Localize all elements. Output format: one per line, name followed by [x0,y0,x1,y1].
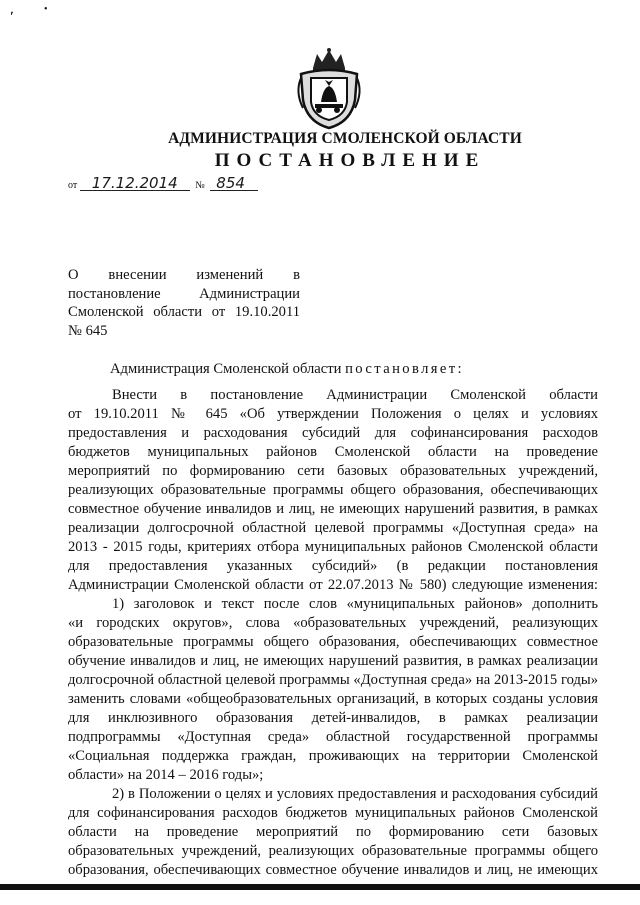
preamble-verb: постановляет: [345,361,464,377]
body-line: области» на 2014 – 2016 годы»; [68,767,264,783]
handwritten-date: 17.12.2014 [80,176,190,191]
corner-mark: ʹ [10,10,14,25]
body-line: области на проведение мероприятий по формированию сети базовых [68,824,598,840]
body-line: обучение инвалидов и лиц, не имеющих нарушений развития, в рамках реализации [68,653,598,669]
body-line: долгосрочной областной целевой программы «Доступная среда» на 2013-2015 годы» [68,672,598,688]
body-line: «Социальная поддержка граждан, проживающих на территории Смоленской [68,748,598,764]
body-line: «и городских округов», слова «образовательных учреждений, реализующих [68,615,598,631]
body-line: совместное обучение инвалидов и лиц, не имеющих нарушений развития, в рамках [68,501,598,517]
number-label: № [195,180,205,191]
body-line: 2013 - 2015 годы, критериях отбора муниципальных районов Смоленской области [68,539,598,555]
date-number-line [68,176,258,191]
body-line: от 19.10.2011 № 645 «Об утверждении Положения о целях и условиях [68,406,598,422]
body-line: реализующих образовательные программы общего образования, обеспечивающих [68,482,598,498]
body-line: реализации долгосрочной областной целевой программы «Доступная среда» на [68,520,598,536]
handwritten-number: 854 [210,176,258,191]
body-line: образовательных учреждений, реализующих образовательные программы общего [68,843,598,859]
corner-dot: • [44,4,48,15]
body-line: образовательные программы общего образования, обеспечивающих совместное [68,634,598,650]
subject-line: № 645 [68,322,108,339]
subject-block [68,266,300,340]
coat-of-arms-icon [291,48,367,130]
date-label: от [68,180,78,191]
body-line: образования, обеспечивающих совместное обучение инвалидов и лиц, не имеющих [68,862,598,878]
body-text [68,386,598,880]
body-line: подпрограммы «Доступная среда» областной государственной программы [68,729,598,745]
body-line: 2) в Положении о целях и условиях предоставления и расходования субсидий [112,786,598,802]
body-line: заменить словами «общеобразовательных организаций, в которых созданы условия [68,691,598,707]
preamble-text: Администрация Смоленской области [110,361,342,377]
body-line: Администрации Смоленской области от 22.07.2013 № 580) следующие изменения: [68,577,598,593]
subject-line: постановление Администрации [68,285,300,302]
document-type-title: ПОСТАНОВЛЕНИЕ [214,150,486,171]
body-line: для предоставления указанных субсидий» (в редакции постановления [68,558,598,574]
subject-line: Смоленской области от 19.10.2011 [68,304,300,320]
body-line: бюджетов муниципальных районов Смоленской области на проведение [68,444,598,460]
subject-line: О внесении изменений в [68,267,300,283]
body-line: мероприятий по формированию сети базовых образовательных учреждений, [68,463,598,479]
body-line: для инклюзивного образования детей-инвалидов, в рамках реализации [68,710,598,726]
body-line: предоставления и расходования субсидий для софинансирования расходов [68,425,598,441]
scan-bottom-rule [0,884,640,890]
body-line: Внести в постановление Администрации Смоленской области [112,387,598,403]
preamble [110,361,464,378]
organization-name: АДМИНИСТРАЦИЯ СМОЛЕНСКОЙ ОБЛАСТИ [168,130,522,147]
body-line: 1) заголовок и текст после слов «муниципальных районов» дополнить [112,596,598,612]
body-line: для софинансирования расходов бюджетов муниципальных районов Смоленской [68,805,598,821]
